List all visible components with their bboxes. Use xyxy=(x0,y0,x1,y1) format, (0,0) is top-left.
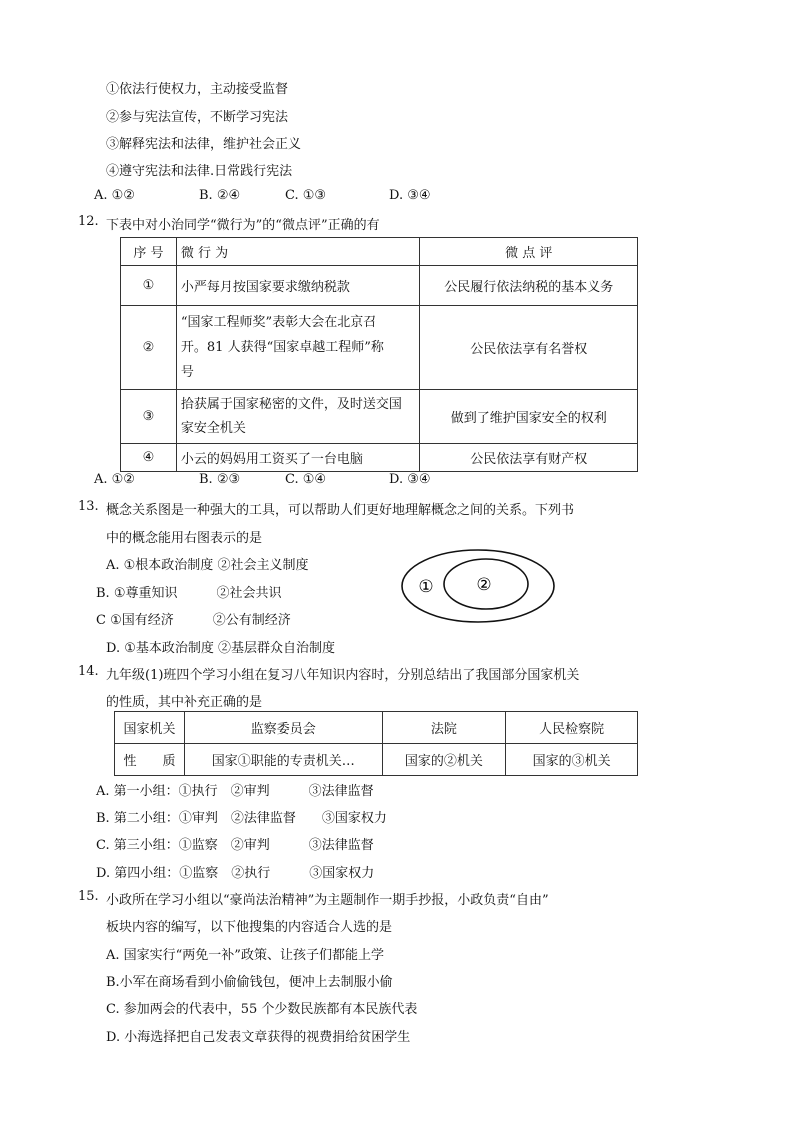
q12-options xyxy=(94,472,431,487)
table-row xyxy=(121,444,638,472)
q13-option-d[interactable]: D. ①基本政治制度 ②基层群众自治制度 xyxy=(106,641,336,656)
q12-header-comment: 微 点 评 xyxy=(420,238,638,266)
q12-row3-no: ③ xyxy=(121,390,177,444)
q12-row2-comment: 公民依法享有名誉权 xyxy=(420,306,638,390)
q12-row3-comment: 做到了维护国家安全的权利 xyxy=(420,390,638,444)
q12-row2-no: ② xyxy=(121,306,177,390)
q12-header-act: 微 行 为 xyxy=(176,238,420,266)
q12-stem: 下表中对小治同学“微行为”的“微点评”正确的有 xyxy=(106,218,380,233)
q14-cell-procuratorate: 国家的③机关 xyxy=(506,744,638,776)
q12-row4-comment: 公民依法享有财产权 xyxy=(420,444,638,472)
q14-header-supervision: 监察委员会 xyxy=(184,712,382,744)
q14-header-procuratorate: 人民检察院 xyxy=(506,712,638,744)
q12-row1-act xyxy=(176,266,420,306)
q12-number: 12. xyxy=(78,214,99,229)
q13-option-b[interactable]: B. ①尊重知识 ②社会共识 xyxy=(96,586,282,601)
q12-table-header xyxy=(121,238,638,266)
q13-option-c[interactable]: C ①国有经济 ②公有制经济 xyxy=(96,613,291,628)
q12-row2-act-line2: 开。81 人获得“国家卓越工程师”称 xyxy=(180,340,384,355)
q12-row2-act-line3: 号 xyxy=(180,365,194,380)
q13-option-a[interactable]: A. ①根本政治制度 ②社会主义制度 xyxy=(106,558,309,573)
q14-option-a[interactable]: A. 第一小组：①执行 ②审判 ③法律监督 xyxy=(96,784,374,799)
q11-item-3: ③解释宪法和法律，维护社会正义 xyxy=(106,137,302,152)
table-row xyxy=(115,744,638,776)
q14-option-d[interactable]: D. 第四小组：①监察 ②执行 ③国家权力 xyxy=(96,866,375,881)
q14-stem-line1: 九年级(1)班四个学习小组在复习八年知识内容时，分别总结出了我国部分国家机关 xyxy=(106,668,580,683)
q13-number: 13. xyxy=(78,499,99,514)
q11-item-2: ②参与宪法宣传，不断学习宪法 xyxy=(106,110,289,125)
q12-row4-act xyxy=(176,444,420,472)
q11-option-c[interactable]: C. ①③ xyxy=(285,188,327,203)
q13-stem-line2: 中的概念能用右图表示的是 xyxy=(106,531,263,546)
q12-header-no: 序 号 xyxy=(121,238,177,266)
q15-stem-line1: 小政所在学习小组以“豪尚法治精神”为主题制作一期手抄报，小政负责“自由” xyxy=(106,893,549,908)
q14-option-b[interactable]: B. 第二小组：①审判 ②法律监督 ③国家权力 xyxy=(96,811,387,826)
q11-option-a[interactable]: A. ①② xyxy=(94,188,135,203)
diagram-label-inner: ② xyxy=(476,575,492,595)
q12-row2-act xyxy=(176,306,420,390)
q14-header-organ: 国家机关 xyxy=(115,712,185,744)
q15-option-b[interactable]: B.小军在商场看到小偷偷钱包，便冲上去制服小偷 xyxy=(106,975,393,990)
q14-table xyxy=(114,711,638,776)
q12-row1-comment: 公民履行依法纳税的基本义务 xyxy=(420,266,638,306)
q11-options xyxy=(94,188,431,203)
q12-row3-act-line1: 拾获属于国家秘密的文件，及时送交国 xyxy=(180,396,402,412)
q11-option-d[interactable]: D. ③④ xyxy=(389,188,431,203)
q12-table xyxy=(120,237,638,472)
q11-item-4: ④遵守宪法和法律.日常践行宪法 xyxy=(106,164,293,179)
q11-option-b[interactable]: B. ②④ xyxy=(199,188,241,203)
table-row xyxy=(121,390,638,444)
q12-option-b[interactable]: B. ②③ xyxy=(199,472,241,487)
q15-stem-line2: 板块内容的编写，以下他搜集的内容适合人选的是 xyxy=(106,920,393,935)
q12-row1-act-line: 小严每月按国家要求缴纳税款 xyxy=(180,280,350,295)
q12-row2-act-line1: “国家工程师奖”表彰大会在北京召 xyxy=(180,315,377,330)
q15-number: 15. xyxy=(78,889,99,904)
q14-header-court: 法院 xyxy=(382,712,506,744)
q15-option-d[interactable]: D. 小海选择把自己发表文章获得的视费捐给贫困学生 xyxy=(106,1030,411,1045)
diagram-label-outer: ① xyxy=(418,577,434,597)
q15-option-a[interactable]: A. 国家实行“两免一补”政策、让孩子们都能上学 xyxy=(106,948,384,963)
concept-relation-diagram xyxy=(398,548,560,628)
q14-option-c[interactable]: C. 第三小组：①监察 ②审判 ③法律监督 xyxy=(96,838,374,853)
q14-cell-court: 国家的②机关 xyxy=(382,744,506,776)
q12-row4-no: ④ xyxy=(121,444,177,472)
q12-option-a[interactable]: A. ①② xyxy=(94,472,135,487)
q12-row3-act xyxy=(176,390,420,444)
q12-row4-act-line: 小云的妈妈用工资买了一台电脑 xyxy=(180,452,363,467)
q15-option-c[interactable]: C. 参加两会的代表中，55 个少数民族都有本民族代表 xyxy=(106,1002,418,1017)
q11-item-1: ①依法行使权力，主动接受监督 xyxy=(106,82,289,97)
q14-number: 14. xyxy=(78,664,99,679)
q13-stem-line1: 概念关系图是一种强大的工具，可以帮助人们更好地理解概念之间的关系。下列书 xyxy=(106,503,575,518)
q14-row-label: 性 质 xyxy=(115,744,185,776)
q12-row1-no: ① xyxy=(121,266,177,306)
q14-cell-supervision: 国家①职能的专责机关… xyxy=(184,744,382,776)
q14-stem-line2: 的性质，其中补充正确的是 xyxy=(106,695,263,710)
q12-option-d[interactable]: D. ③④ xyxy=(389,472,431,487)
table-row xyxy=(121,266,638,306)
table-row xyxy=(115,712,638,744)
q12-row3-act-line2: 家安全机关 xyxy=(180,420,246,436)
q12-option-c[interactable]: C. ①④ xyxy=(285,472,327,487)
table-row xyxy=(121,306,638,390)
